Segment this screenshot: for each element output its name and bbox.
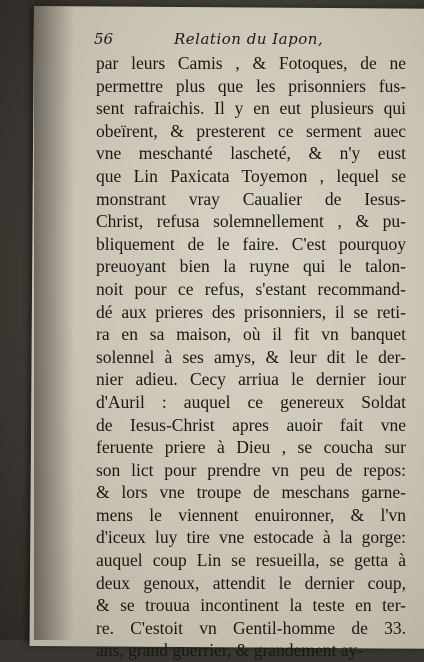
text-line: vne meschanté lascheté, & n'y eust — [96, 143, 406, 164]
text-line: monstrant vray Caualier de Iesus- — [96, 188, 406, 209]
text-line: solennel à ses amys, & leur dit le der- — [96, 346, 406, 367]
body-text — [96, 52, 416, 662]
text-line: preuoyant bien la ruyne qui le talon- — [96, 256, 406, 277]
text-line: par leurs Camis , & Fotoques, de ne — [96, 53, 406, 73]
text-line: d'Auril : auquel ce genereux Soldat — [96, 391, 406, 412]
text-line: Christ, refusa solemnellement , & pu- — [96, 211, 406, 232]
text-line: feruente priere à Dieu , se coucha sur — [96, 437, 406, 458]
running-head: Relation du Iapon, — [174, 30, 324, 48]
text-line: que Lin Paxicata Toyemon , lequel se — [96, 165, 406, 186]
text-line: & se trouua incontinent la teste en ter- — [96, 595, 406, 616]
text-line: ra en sa maison, où il fit vn banquet — [96, 324, 406, 345]
text-line: obeïrent, & presterent ce serment auec — [96, 120, 406, 141]
text-line: re. C'estoit vn Gentil-homme de 33. — [96, 617, 406, 638]
text-line: mens le viennent enuironner, & l'vn — [96, 504, 406, 525]
page-header — [94, 30, 394, 52]
text-line: son lict pour prendre vn peu de repos: — [96, 459, 406, 480]
text-line: d'iceux luy tire vne estocade à la gorge: — [96, 527, 406, 548]
text-line: sent rafraichis. Il y en eut plusieurs qui — [96, 98, 406, 119]
text-line: bliquement de le faire. C'est pourquoy — [96, 233, 406, 254]
text-line: dé aux prieres des prisonniers, il se reti- — [96, 301, 406, 322]
text-line: nier adieu. Cecy arriua le dernier iour — [96, 369, 406, 390]
text-line: de Iesus-Christ apres auoir fait vne — [96, 414, 406, 435]
text-line: permettre plus que les prisonniers fus- — [96, 75, 406, 96]
text-line: ans, grand guerrier, & grandement ay- — [96, 640, 364, 661]
page-number: 56 — [94, 30, 114, 48]
text-line: deux genoux, attendit le dernier coup, — [96, 572, 406, 593]
text-line: auquel coup Lin se resueilla, se getta à — [96, 550, 406, 571]
text-line: noit pour ce refus, s'estant recommand- — [96, 278, 406, 299]
text-line: & lors vne troupe de meschans garne- — [96, 482, 406, 503]
